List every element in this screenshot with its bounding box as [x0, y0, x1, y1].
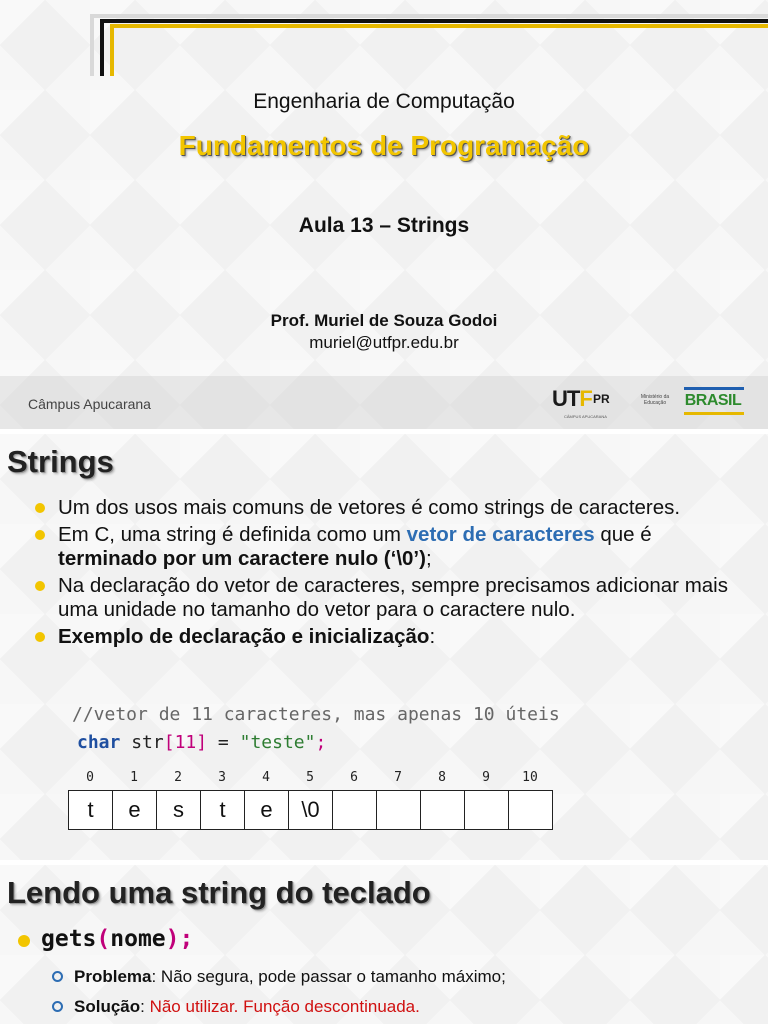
corner-decoration	[90, 14, 768, 18]
array-index-label: 6	[350, 770, 358, 785]
corner-decoration	[110, 24, 114, 76]
array-index-label: 8	[438, 770, 446, 785]
array-index-label: 0	[86, 770, 94, 785]
array-index-label: 1	[130, 770, 138, 785]
array-cell	[509, 791, 552, 829]
slide-heading: Lendo uma string do teclado	[7, 875, 431, 910]
array-index-label: 3	[218, 770, 226, 785]
sub-bullet-ring-icon	[52, 1001, 63, 1012]
sub-bullet-ring-icon	[52, 971, 63, 982]
bold-text: terminado por um caractere nulo (‘\0’)	[58, 547, 426, 570]
code-comment: //vetor de 11 caracteres, mas apenas 10 úteis	[72, 704, 560, 725]
brasil-logo: BRASIL	[684, 392, 742, 409]
array-cell	[465, 791, 509, 829]
bold-text: Exemplo de declaração e inicialização	[58, 625, 430, 648]
code-gets: gets(nome);	[41, 926, 194, 952]
professor-name: Prof. Muriel de Souza Godoi	[270, 311, 498, 330]
bullet-dot-icon	[18, 935, 30, 947]
code-declaration: char str[11] = "teste";	[77, 732, 327, 753]
bullet-item: Em C, uma string é definida como um vetor de caracteres que é terminado por um caractere nulo (‘\0’);	[35, 523, 750, 571]
array-cell	[333, 791, 377, 829]
array-index-label: 9	[482, 770, 490, 785]
utfpr-logo-pr: PR	[593, 392, 610, 406]
array-index-label: 7	[394, 770, 402, 785]
array-index-label: 10	[522, 770, 538, 785]
reading-string-slide: Lendo uma string do teclado gets(nome); Problema: Não segura, pode passar o tamanho máximo; Solução: Não utilizar. Função descontinuada.	[0, 865, 768, 1024]
array-cell: s	[157, 791, 201, 829]
presentation-title: Fundamentos de Programação	[178, 130, 590, 161]
utfpr-logo: UTF	[552, 386, 592, 411]
slide-heading: Strings	[7, 444, 114, 479]
bullet-dot-icon	[35, 503, 45, 513]
professor-email: muriel@utfpr.edu.br	[309, 333, 459, 352]
array-cell: e	[113, 791, 157, 829]
bullet-dot-icon	[35, 632, 45, 642]
bullet-item: Um dos usos mais comuns de vetores é como strings de caracteres.	[35, 496, 750, 520]
corner-decoration	[100, 19, 104, 76]
corner-decoration	[90, 14, 94, 76]
campus-name: Câmpus Apucarana	[28, 396, 151, 412]
bullet-dot-icon	[35, 581, 45, 591]
array-index-label: 4	[262, 770, 270, 785]
mec-logo: Ministério da Educação	[640, 394, 670, 406]
array-cell: \0	[289, 791, 333, 829]
bullet-dot-icon	[35, 530, 45, 540]
brasil-logo-stripe	[684, 412, 744, 415]
char-array-diagram	[68, 790, 553, 830]
bullet-list	[35, 496, 750, 652]
array-index-label: 2	[174, 770, 182, 785]
strings-slide	[0, 434, 768, 860]
title-slide	[0, 0, 768, 429]
array-cell	[421, 791, 465, 829]
course-name: Engenharia de Computação	[253, 90, 515, 113]
utfpr-logo-subtitle: CÂMPUS APUCARANA	[564, 414, 607, 419]
bullet-item: Na declaração do vetor de caracteres, sempre precisamos adicionar mais uma unidade no tamanho do vetor para o caractere nulo.	[35, 574, 750, 622]
highlight-term: vetor de caracteres	[406, 523, 595, 546]
lesson-title: Aula 13 – Strings	[298, 214, 470, 237]
corner-decoration	[100, 19, 768, 23]
corner-decoration	[110, 24, 768, 28]
array-cell: t	[69, 791, 113, 829]
array-cell: t	[201, 791, 245, 829]
array-index-label: 5	[306, 770, 314, 785]
bullet-item: Exemplo de declaração e inicialização:	[35, 625, 750, 649]
array-cell	[377, 791, 421, 829]
array-cell: e	[245, 791, 289, 829]
